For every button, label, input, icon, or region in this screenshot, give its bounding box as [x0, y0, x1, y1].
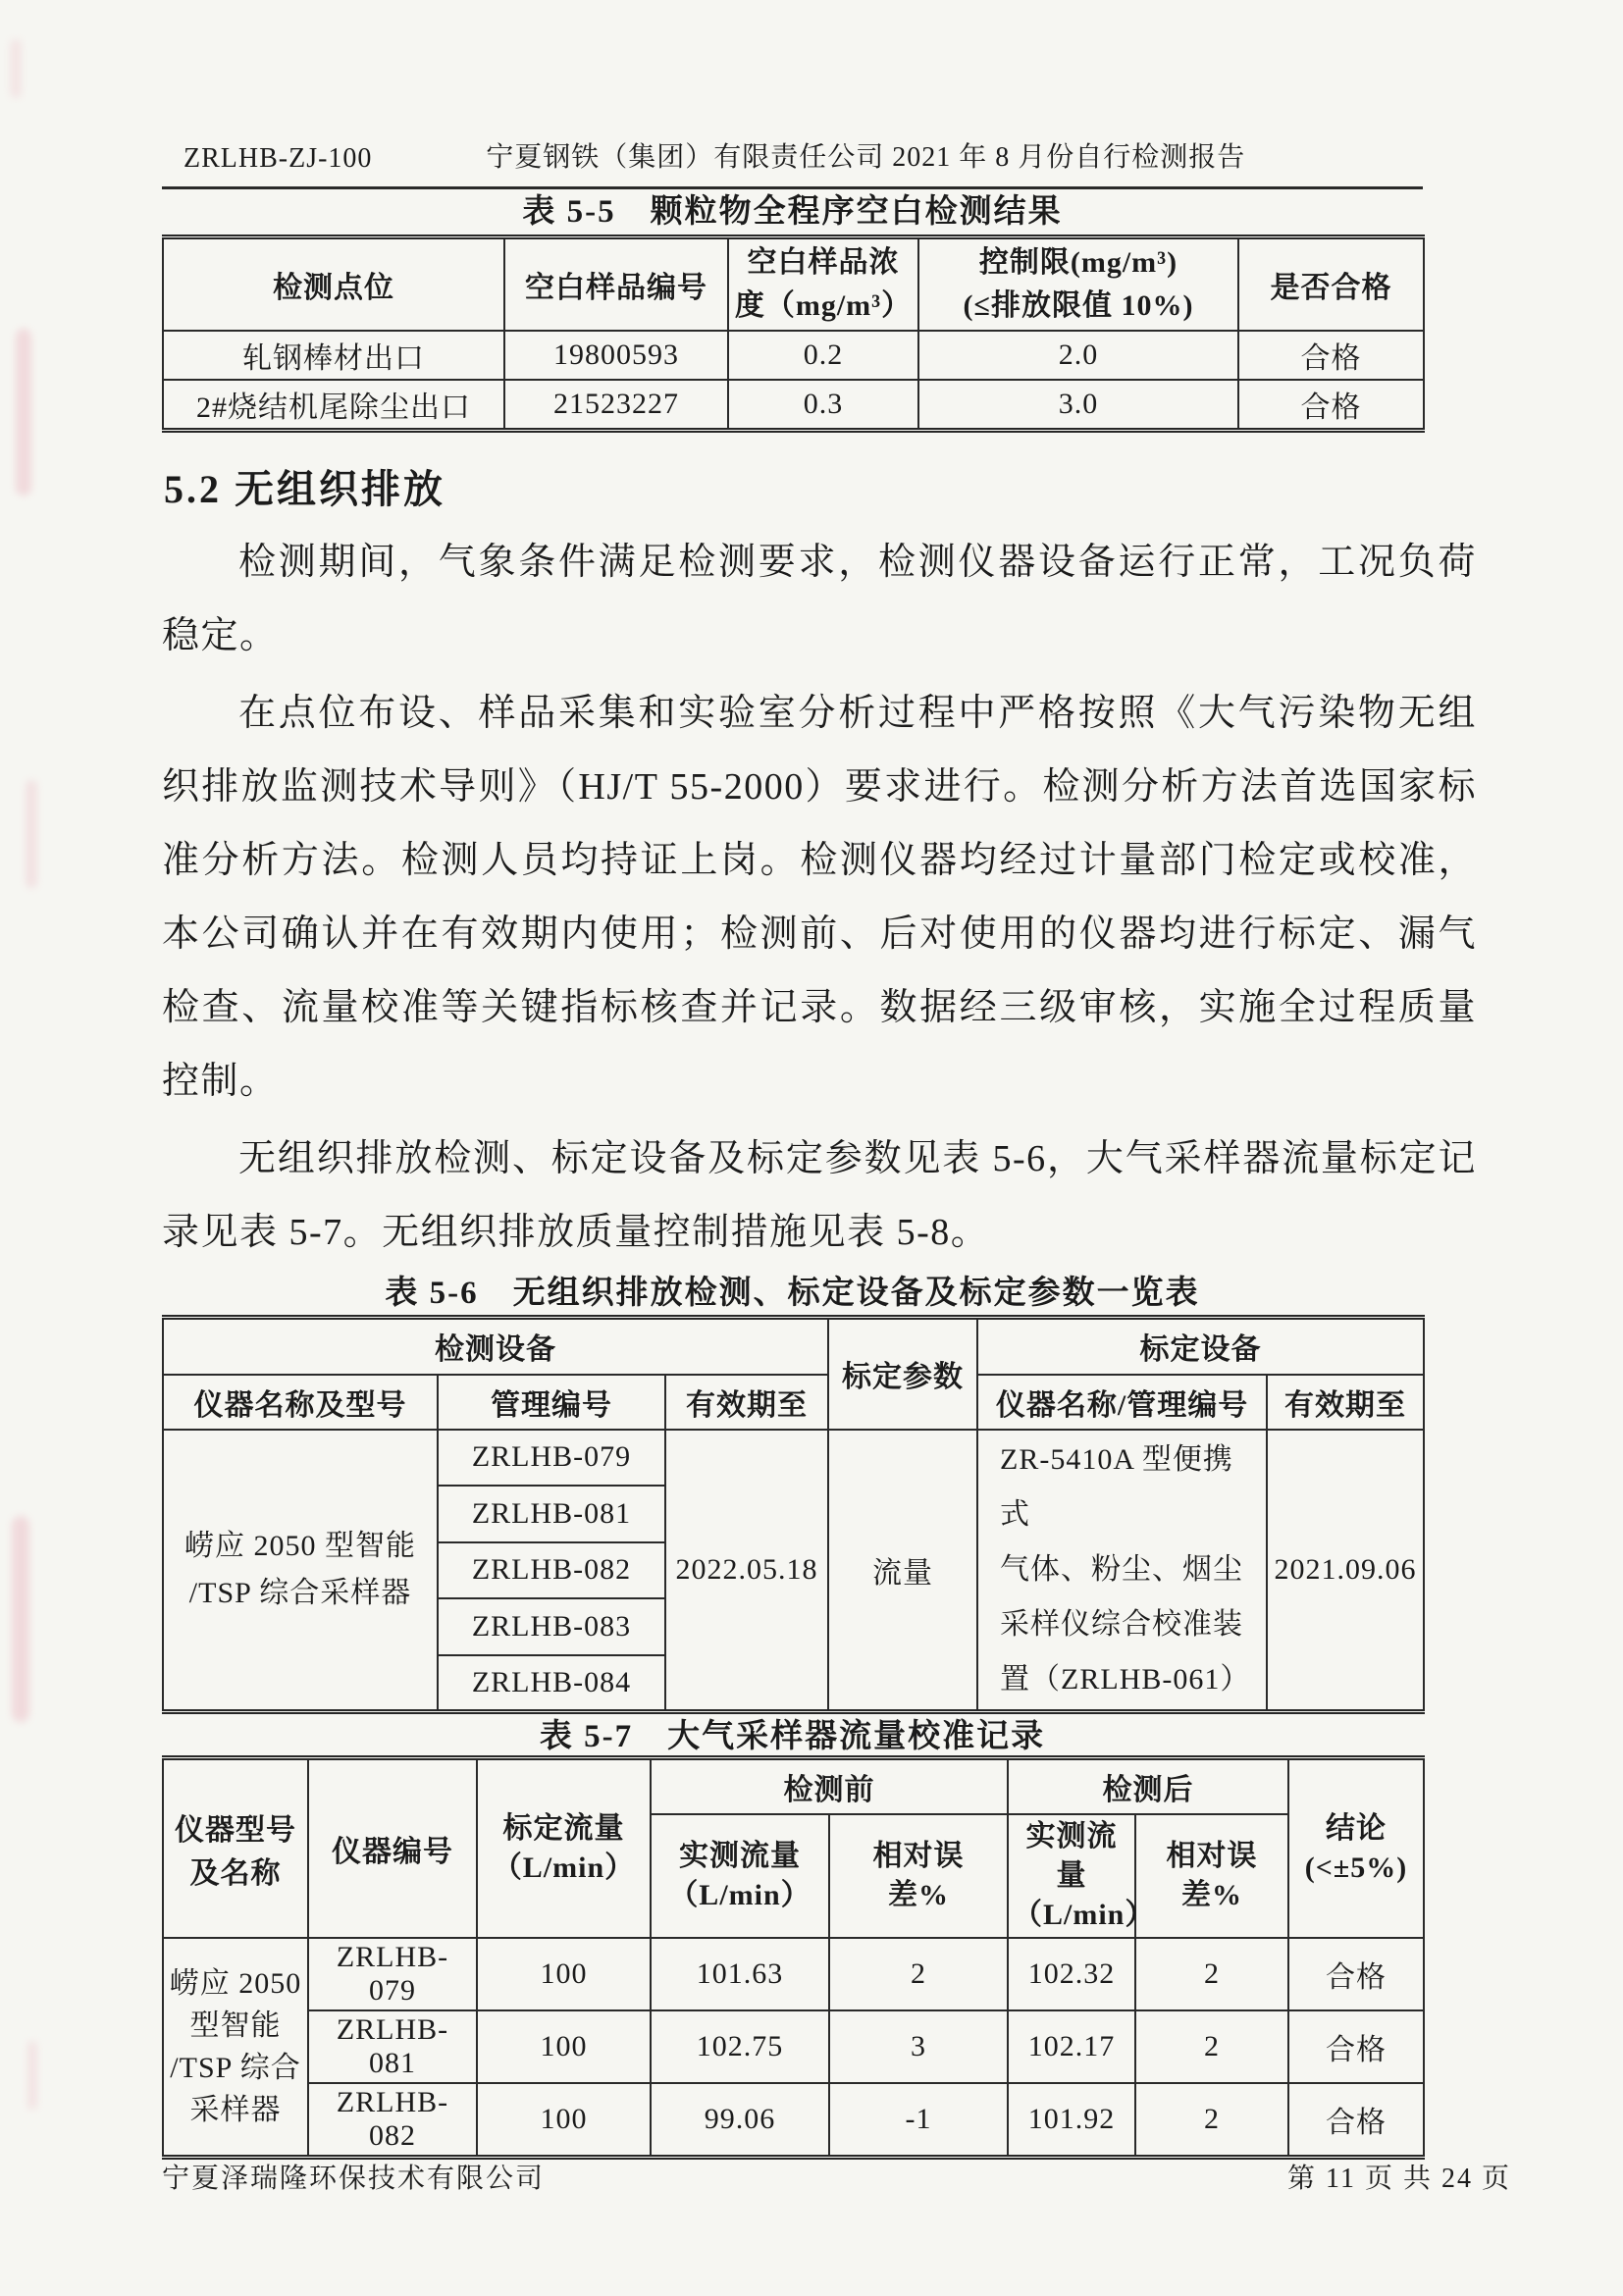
- header-measured-flow-post: 实测流量 （L/min）: [1008, 1814, 1135, 1938]
- header-calibration-param: 标定参数: [828, 1318, 977, 1430]
- cell-result: 合格: [1288, 2083, 1424, 2158]
- header-valid-until: 有效期至: [665, 1375, 828, 1430]
- cell-pre-error: 3: [829, 2010, 1008, 2083]
- cell-manage-id: ZRLHB-079: [438, 1430, 665, 1487]
- scan-artifact: [10, 39, 22, 98]
- table-5-6: [162, 1315, 1425, 1714]
- scan-artifact: [27, 2041, 37, 2110]
- header-point: 检测点位: [163, 237, 504, 332]
- cell-post-error: 2: [1135, 2010, 1288, 2083]
- cell-std-flow: 100: [477, 2010, 651, 2083]
- table-5-7-title: 表 5-7 大气采样器流量校准记录: [539, 1718, 1046, 1754]
- cell-valid-until: 2022.05.18: [665, 1430, 828, 1712]
- footer-company: 宁夏泽瑞隆环保技术有限公司: [162, 2164, 546, 2194]
- table-5-7: [162, 1755, 1425, 2161]
- section-heading: 5.2 无组织排放: [164, 467, 445, 511]
- footer-page-info: 第 11 页 共 24 页: [1287, 2164, 1511, 2194]
- cell-result: 合格: [1288, 1938, 1424, 2010]
- cell-cal-valid: 2021.09.06: [1267, 1430, 1424, 1712]
- doc-code: ZRLHB-ZJ-100: [183, 143, 373, 174]
- cell-manage-id: ZRLHB-082: [438, 1542, 665, 1599]
- header-blank-concentration: 空白样品浓 度（mg/m³）: [728, 237, 918, 332]
- table-5-5: [162, 235, 1425, 433]
- header-manage-no: 管理编号: [438, 1375, 665, 1430]
- cell-device-id: ZRLHB-081: [308, 2010, 477, 2083]
- scan-artifact: [26, 780, 37, 888]
- cell-concentration: 0.2: [728, 331, 918, 380]
- cell-post-flow: 102.32: [1008, 1938, 1135, 2010]
- header-calibration-devices-group: 标定设备: [977, 1318, 1424, 1375]
- table-row: [163, 380, 1424, 431]
- page-content: [162, 135, 1477, 2160]
- cell-post-error: 2: [1135, 1938, 1288, 2010]
- header-detect-devices-group: 检测设备: [163, 1318, 828, 1375]
- cell-std-flow: 100: [477, 1938, 651, 2010]
- cell-device-name: 崂应 2050 型智能 /TSP 综合 采样器: [163, 1938, 308, 2158]
- cell-pass: 合格: [1238, 380, 1424, 431]
- cell-post-flow: 102.17: [1008, 2010, 1135, 2083]
- cell-device-id: ZRLHB-079: [308, 1938, 477, 2010]
- cell-pre-error: -1: [829, 2083, 1008, 2158]
- paragraph-2: 在点位布设、样品采集和实验室分析过程中严格按照《大气污染物无组织排放监测技术导则》（HJ/T 55-2000）要求进行。检测分析方法首选国家标准分析方法。检测人员均持证上岗。检测仪器均经过计量部门检定或校准，本公司确认并在有效期内使用；检测前、后对使用的仪器均进行标定、漏气检查、流量校准等关键指标核查并记录。数据经三级审核，实施全过程质量控制。: [162, 693, 1477, 1102]
- cell-pre-flow: 99.06: [651, 2083, 829, 2158]
- header-conclusion: 结论 (<±5%): [1288, 1757, 1424, 1938]
- cell-limit: 2.0: [918, 331, 1238, 380]
- table-row: [163, 2083, 1424, 2158]
- page-header: [162, 135, 1477, 175]
- table-row: [163, 1430, 1424, 1487]
- cell-pre-flow: 102.75: [651, 2010, 829, 2083]
- cell-post-flow: 101.92: [1008, 2083, 1135, 2158]
- cell-manage-id: ZRLHB-083: [438, 1598, 665, 1655]
- cell-param: 流量: [828, 1430, 977, 1712]
- cell-pass: 合格: [1238, 331, 1424, 380]
- cell-device-name: 崂应 2050 型智能 /TSP 综合采样器: [163, 1430, 438, 1712]
- header-relative-error-post: 相对误 差%: [1135, 1814, 1288, 1938]
- cell-sample-no: 21523227: [504, 380, 728, 431]
- header-control-limit: 控制限(mg/m³) (≤排放限值 10%): [918, 237, 1238, 332]
- cell-post-error: 2: [1135, 2083, 1288, 2158]
- scan-artifact: [16, 329, 31, 496]
- table-5-5-title: 表 5-5 颗粒物全程序空白检测结果: [522, 194, 1063, 230]
- header-std-flow: 标定流量 （L/min）: [477, 1757, 651, 1938]
- scan-artifact: [12, 1516, 29, 1722]
- cell-sample-no: 19800593: [504, 331, 728, 380]
- paragraph-3: 无组织排放检测、标定设备及标定参数见表 5-6，大气采样器流量标定记录见表 5-7。无组织排放质量控制措施见表 5-8。: [162, 1138, 1477, 1253]
- header-before-test: 检测前: [651, 1757, 1008, 1814]
- header-relative-error-pre: 相对误 差%: [829, 1814, 1008, 1938]
- cell-point: 轧钢棒材出口: [163, 331, 504, 380]
- cell-std-flow: 100: [477, 2083, 651, 2158]
- header-measured-flow-pre: 实测流量 （L/min）: [651, 1814, 829, 1938]
- header-cal-valid: 有效期至: [1267, 1375, 1424, 1430]
- table-5-5-header-row: [163, 237, 1424, 332]
- cell-concentration: 0.3: [728, 380, 918, 431]
- header-name-model: 仪器名称及型号: [163, 1375, 438, 1430]
- cell-limit: 3.0: [918, 380, 1238, 431]
- table-row: [163, 2010, 1424, 2083]
- header-cal-name: 仪器名称/管理编号: [977, 1375, 1267, 1430]
- table-5-7-header-row-1: [163, 1757, 1424, 1814]
- cell-device-id: ZRLHB-082: [308, 2083, 477, 2158]
- table-5-6-header-row-2: [163, 1375, 1424, 1430]
- cell-manage-id: ZRLHB-081: [438, 1486, 665, 1542]
- header-device-no: 仪器编号: [308, 1757, 477, 1938]
- header-pass: 是否合格: [1238, 237, 1424, 332]
- header-after-test: 检测后: [1008, 1757, 1288, 1814]
- doc-title: 宁夏钢铁（集团）有限责任公司 2021 年 8 月份自行检测报告: [486, 142, 1246, 173]
- table-5-6-header-row-1: [163, 1318, 1424, 1375]
- cell-pre-flow: 101.63: [651, 1938, 829, 2010]
- cell-result: 合格: [1288, 2010, 1424, 2083]
- table-5-6-title: 表 5-6 无组织排放检测、标定设备及标定参数一览表: [385, 1276, 1200, 1311]
- cell-pre-error: 2: [829, 1938, 1008, 2010]
- table-row: [163, 1938, 1424, 2010]
- paragraph-1: 检测期间，气象条件满足检测要求，检测仪器设备运行正常，工况负荷稳定。: [162, 542, 1477, 656]
- header-model-name: 仪器型号及名称: [163, 1757, 308, 1938]
- page-footer: [162, 2157, 1511, 2196]
- cell-manage-id: ZRLHB-084: [438, 1655, 665, 1712]
- cell-cal-device: ZR-5410A 型便携式 气体、粉尘、烟尘 采样仪综合校准装 置（ZRLHB-061）: [977, 1430, 1267, 1712]
- cell-point: 2#烧结机尾除尘出口: [163, 380, 504, 431]
- header-sample-no: 空白样品编号: [504, 237, 728, 332]
- table-row: [163, 331, 1424, 380]
